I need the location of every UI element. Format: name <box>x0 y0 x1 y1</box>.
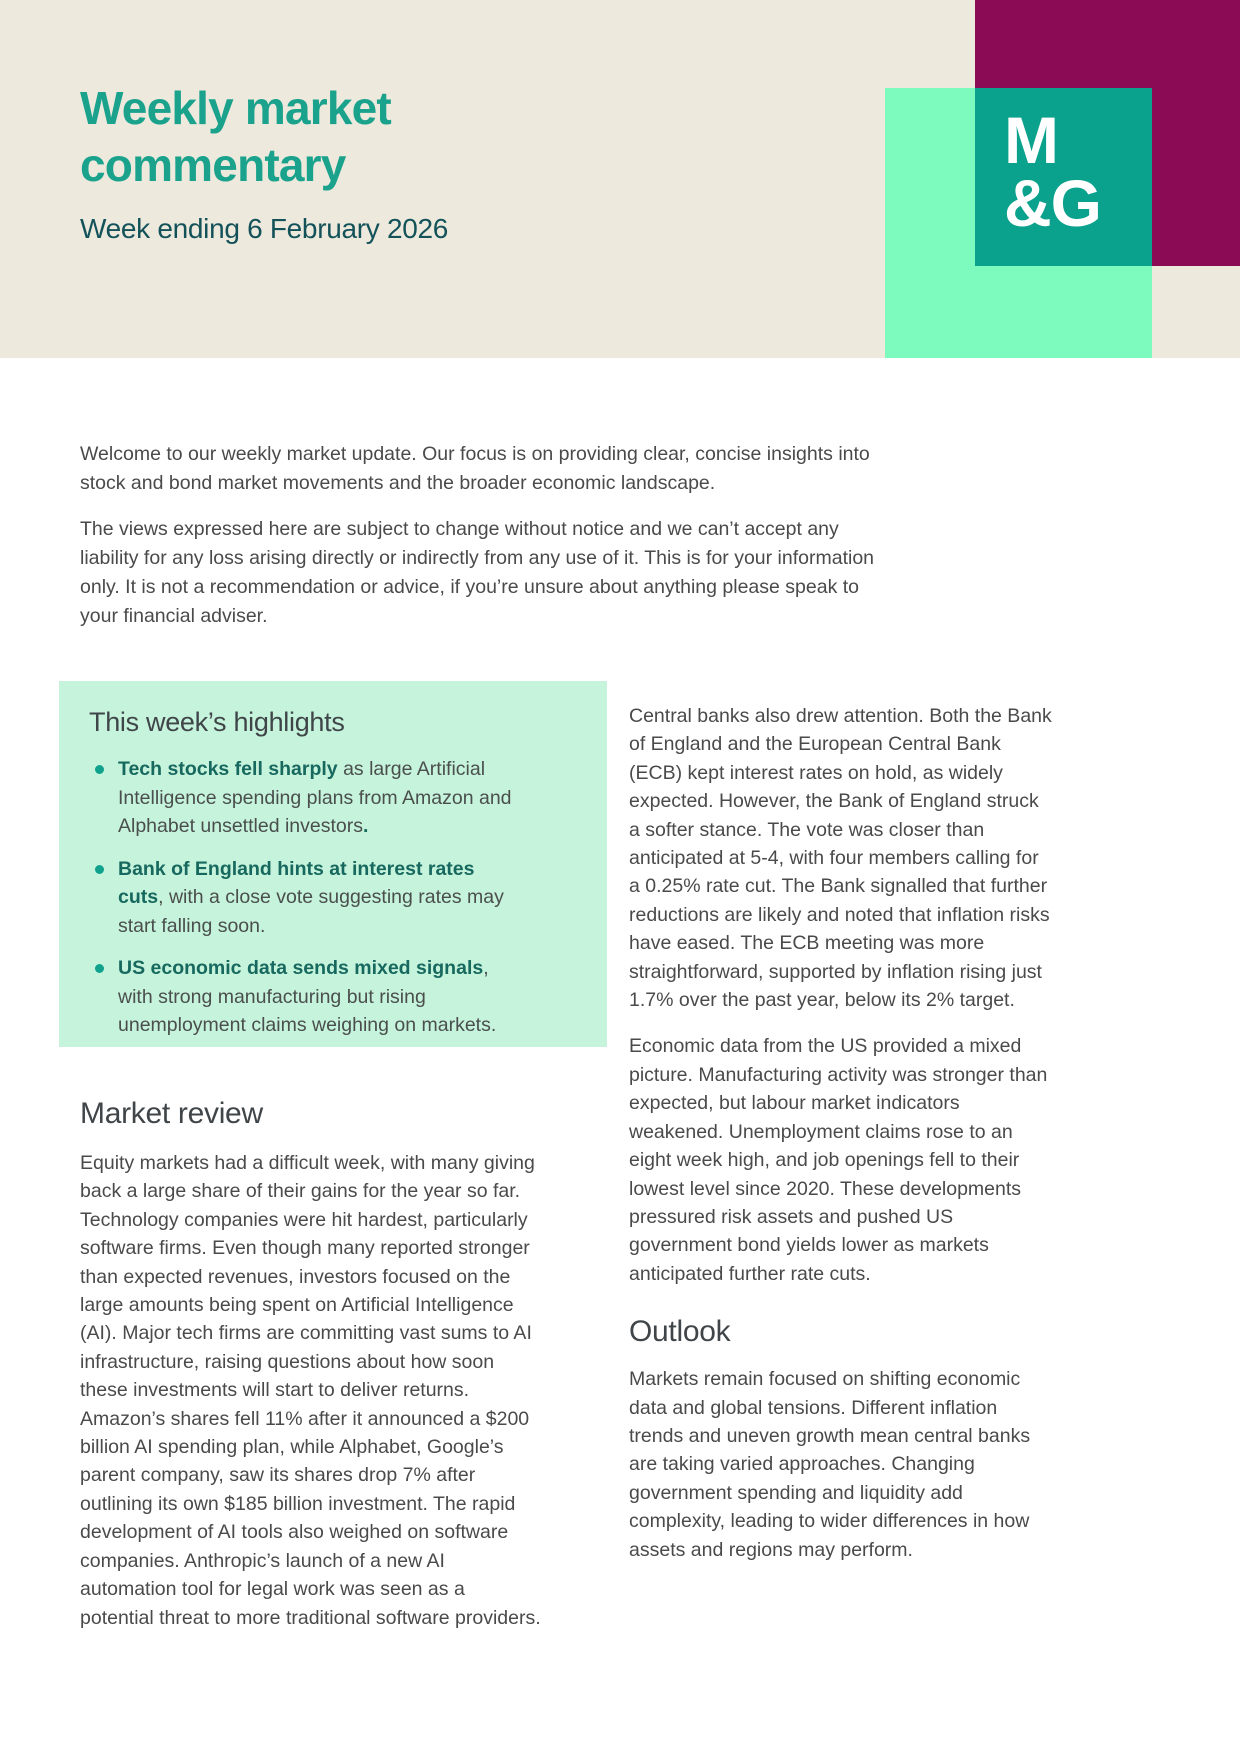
highlight-item-bold-suffix: . <box>363 815 369 837</box>
right-column <box>629 702 1053 1582</box>
header-banner <box>0 0 1240 358</box>
intro-paragraph-2: The views expressed here are subject to change without notice and we can’t accept any liability for any loss arising directly or indirectly from any use of it. This is for your information only. It is not a recommendation or advice, if you’re unsure about anything please speak to your financial adviser. <box>80 518 875 627</box>
mg-logo-line1: M <box>1004 103 1058 177</box>
highlight-item-text: , with strong manufacturing but rising unemployment claims weighing on markets. <box>118 957 497 1036</box>
outlook-title: Outlook <box>629 1315 731 1349</box>
market-review-section <box>80 1096 542 1632</box>
highlight-item-text: , with a close vote suggesting rates may start falling soon. <box>118 886 504 937</box>
highlight-item-bold: US economic data sends mixed signals <box>118 957 484 979</box>
highlight-item-bold: Tech stocks fell sharply <box>118 758 338 780</box>
market-review-title: Market review <box>80 1097 263 1130</box>
highlights-title: This week’s highlights <box>89 707 345 737</box>
us-economic-data-paragraph: Economic data from the US provided a mixed picture. Manufacturing activity was stronger than expected, but labour market indicators weakened. Unemployment claims rose to an eight week high, and job openings fell to their lowest level since 2020. These developments pressured risk assets and pushed US government bond yields lower as markets anticipated further rate cuts. <box>629 1035 1048 1285</box>
mg-logo <box>975 88 1152 266</box>
central-banks-paragraph: Central banks also drew attention. Both the Bank of England and the European Central Bank (ECB) kept interest rates on hold, as widely expected. However, the Bank of England struck a softer stance. The vote was closer than anticipated at 5-4, with four members calling for a 0.25% rate cut. The Bank signalled that further reductions are likely and noted that inflation risks have eased. The ECB meeting was more straightforward, supported by inflation rising just 1.7% over the past year, below its 2% target. <box>629 705 1052 1012</box>
bullet-icon <box>95 964 104 973</box>
mg-logo-text <box>1004 103 1101 240</box>
market-review-body: Equity markets had a difficult week, with many giving back a large share of their gains for the year so far. Technology companies were hit hardest, particularly software firms. Even though many reported stronger than expected revenues, investors focused on the large amounts being spent on Artificial Intelligence (AI). Major tech firms are committing vast sums to AI infrastructure, raising questions about how soon these investments will start to deliver returns. Amazon’s shares fell 11% after it announced a $200 billion AI spending plan, while Alphabet, Google’s parent company, saw its shares drop 7% after outlining its own $185 billion investment. The rapid development of AI tools also weighed on software companies. Anthropic’s launch of a new AI automation tool for legal work was seen as a potential threat to more traditional software providers. <box>80 1152 541 1629</box>
highlight-item-text: as large Artificial Intelligence spending plans from Amazon and Alphabet unsettled investors <box>118 758 512 837</box>
page-subtitle: Week ending 6 February 2026 <box>80 213 449 244</box>
bullet-icon <box>95 765 104 774</box>
intro-section <box>80 440 885 648</box>
page-title-line1: Weekly market <box>80 82 391 134</box>
page-title-line2: commentary <box>80 139 346 191</box>
bullet-icon <box>95 865 104 874</box>
highlight-item <box>89 755 522 841</box>
intro-paragraph-1: Welcome to our weekly market update. Our focus is on providing clear, concise insights into stock and bond market movements and the broader economic landscape. <box>80 443 870 494</box>
highlight-item <box>89 855 522 941</box>
highlight-item <box>89 954 522 1040</box>
mg-logo-line2: &G <box>1004 166 1101 240</box>
highlights-list <box>89 755 567 1040</box>
highlights-box <box>59 681 607 1047</box>
highlight-item-bold: Bank of England hints at interest rates cuts <box>118 857 475 908</box>
page-title <box>80 80 391 194</box>
outlook-body: Markets remain focused on shifting economic data and global tensions. Different inflation trends and uneven growth mean central banks are taking varied approaches. Changing government spending and liquidity add complexity, leading to wider differences in how assets and regions may perform. <box>629 1368 1031 1561</box>
